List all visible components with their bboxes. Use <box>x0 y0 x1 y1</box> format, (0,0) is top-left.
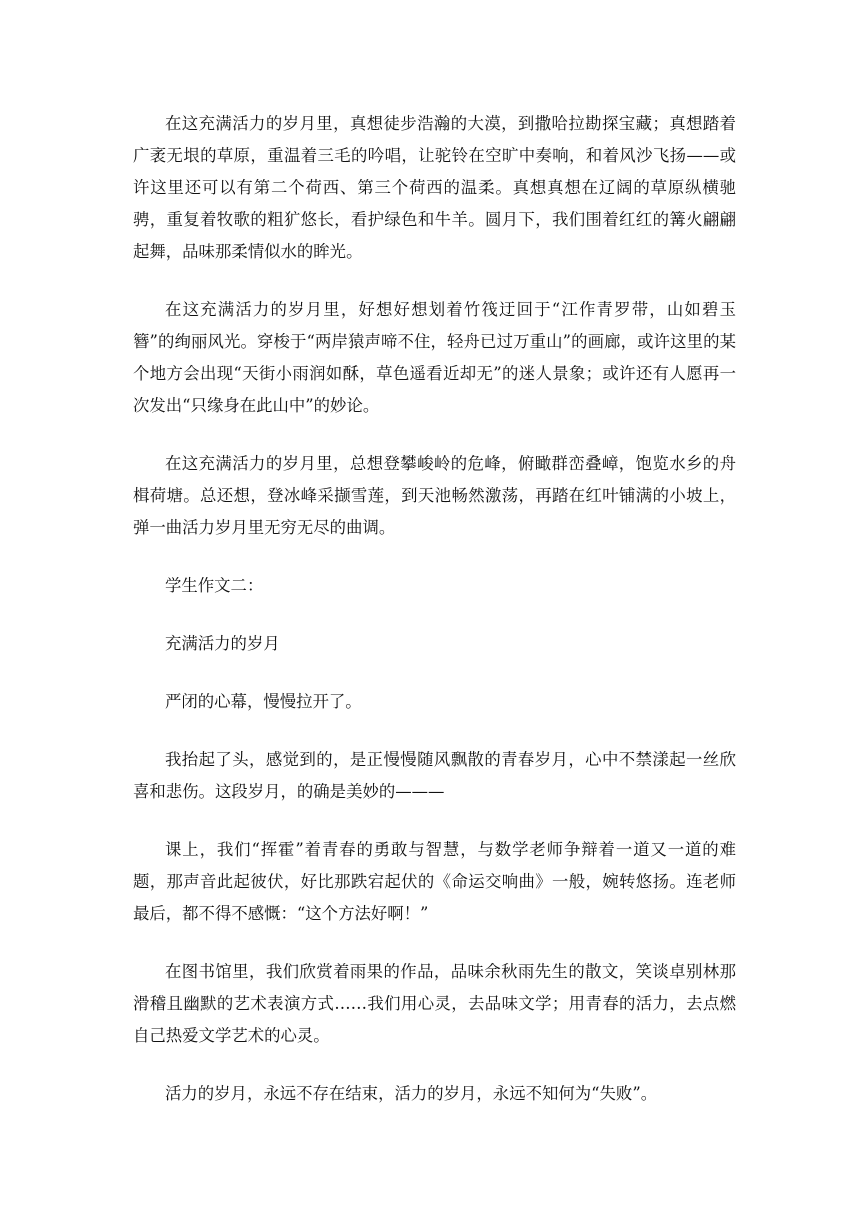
section-heading-student-essay-two: 学生作文二： <box>165 576 264 595</box>
paragraph-math-class: 课上，我们“挥霍”着青春的勇敢与智慧，与数学老师争辩着一道又一道的难题，那声音此起彼伏，好比那跌宕起伏的《命运交响曲》一般，婉转悠扬。连老师最后，都不得不感慨：“这个方法好啊！” <box>133 840 736 923</box>
paragraph-youth-years: 我抬起了头，感觉到的，是正慢慢随风飘散的青春岁月，心中不禁漾起一丝欣喜和悲伤。这段岁月，的确是美妙的——— <box>133 750 736 801</box>
paragraph-library: 在图书馆里，我们欣赏着雨果的作品，品味余秋雨先生的散文，笑谈卓别林那滑稽且幽默的艺术表演方式……我们用心灵，去品味文学；用青春的活力，去点燃自己热爱文学艺术的心灵。 <box>133 962 736 1045</box>
essay-title: 充满活力的岁月 <box>165 634 280 653</box>
paragraph-desert-grassland: 在这充满活力的岁月里，真想徒步浩瀚的大漠，到撒哈拉勘探宝藏；真想踏着广袤无垠的草原，重温着三毛的吟唱，让驼铃在空旷中奏响，和着风沙飞扬——或许这里还可以有第二个荷西、第三个荷西的温柔。真想真想在辽阔的草原纵横驰骋，重复着牧歌的粗犷悠长，看护绿色和牛羊。圆月下，我们围着红红的篝火翩翩起舞，品味那柔情似水的眸光。 <box>133 114 736 261</box>
paragraph-bamboo-raft: 在这充满活力的岁月里，好想好想划着竹筏迂回于“江作青罗带，山如碧玉簪”的绚丽风光。穿梭于“两岸猿声啼不住，轻舟已过万重山”的画廊，或许这里的某个地方会出现“天街小雨润如酥，草色遥看近却无”的迷人景象；或许还有人愿再一次发出“只缘身在此山中”的妙论。 <box>133 300 736 415</box>
paragraph-mountain-peak: 在这充满活力的岁月里，总想登攀峻岭的危峰，俯瞰群峦叠嶂，饱览水乡的舟楫荷塘。总还想，登冰峰采撷雪莲，到天池畅然激荡，再踏在红叶铺满的小坡上，弹一曲活力岁月里无穷无尽的曲调。 <box>133 454 736 537</box>
paragraph-heart-curtain: 严闭的心幕，慢慢拉开了。 <box>165 692 362 711</box>
paragraph-conclusion: 活力的岁月，永远不存在结束，活力的岁月，永远不知何为“失败”。 <box>165 1084 658 1103</box>
